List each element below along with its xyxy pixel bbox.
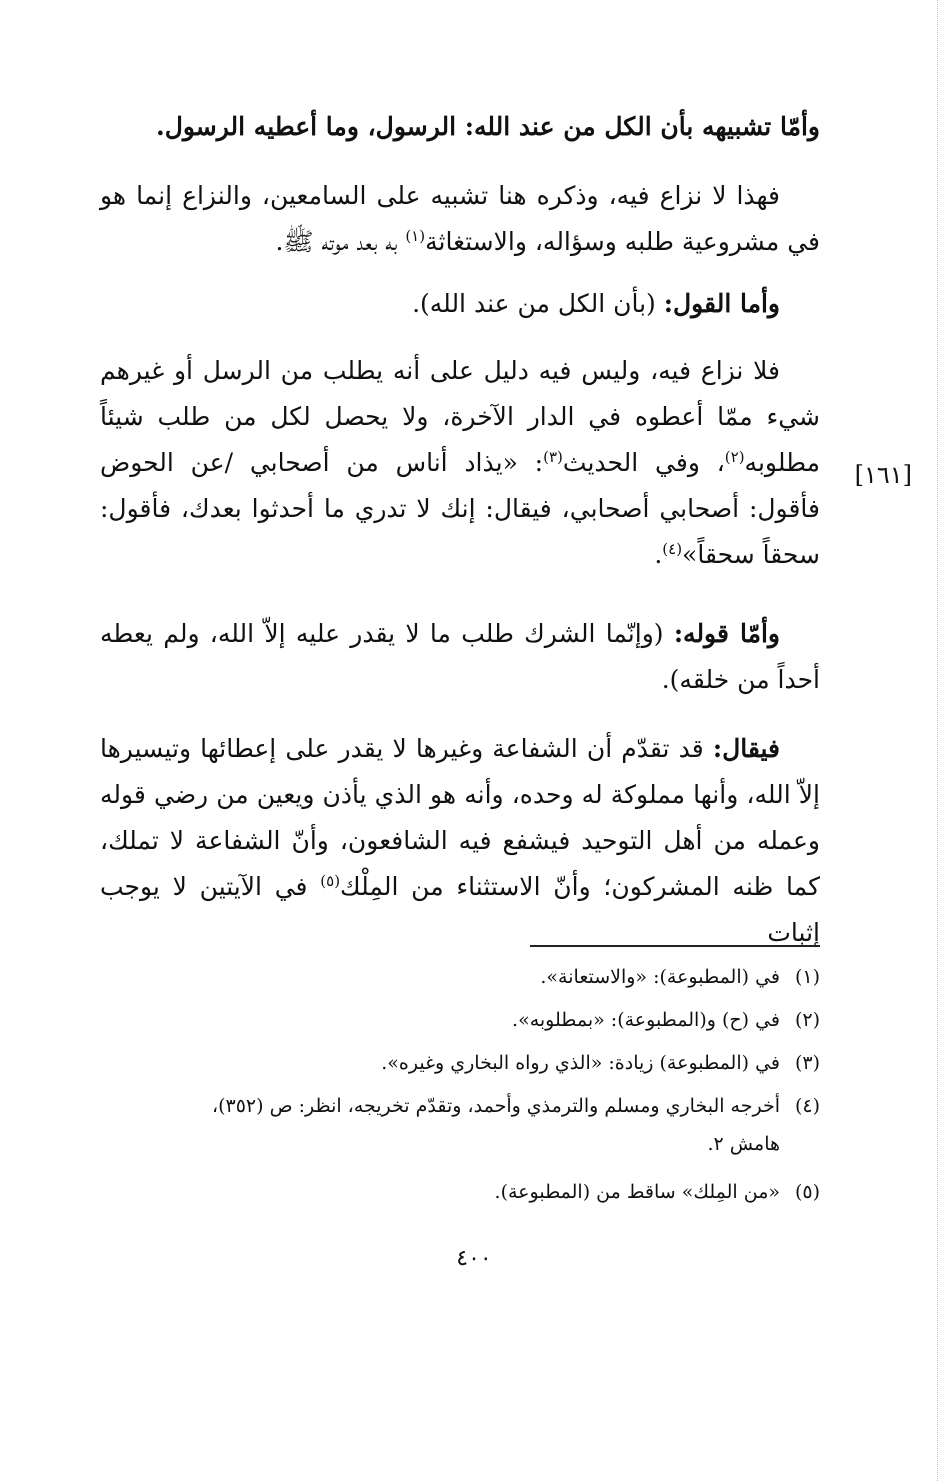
footnote-3-text: في (المطبوعة) زيادة: «الذي رواه البخاري وغيره». [381,1052,780,1074]
paragraph-5-lead: وأمّا قوله: [673,619,780,648]
paragraph-2-text: فهذا لا نزاع فيه، وذكره هنا تشبيه على السامعين، والنزاع إنما هو في مشروعية طلبه وسؤاله، والاستغاثة [100,181,820,256]
paragraph-4 [100,348,820,578]
footnote-5-text: «من المِلك» ساقط من (المطبوعة). [494,1181,780,1203]
footnote-1-text: في (المطبوعة): «والاستعانة». [540,966,780,988]
footnote-2-text: في (ح) و(المطبوعة): «بمطلوبه». [512,1009,780,1031]
margin-manuscript-marker: [١٦١] [854,461,912,489]
footnote-2-number: (٢) [794,1009,820,1031]
paragraph-4-text-end: . [654,540,663,569]
paragraph-6 [100,726,820,956]
footnote-1 [100,958,820,996]
paragraph-6-text: قد تقدّم أن الشفاعة وغيرها لا يقدر على إعطائها وتيسيرها إلاّ الله، وأنها مملوكة له وحده، وأنه هو الذي يأذن ويعين من رضي قوله وعمله من أهل التوحيد فيشفع فيه الشافعون، وأنّ الشفاعة لا تملك، كما ظنه المشركون؛ وأنّ الاستثناء من المِلْك [100,734,820,901]
footnote-5-number: (٥) [794,1181,820,1203]
footnote-5 [100,1173,820,1211]
footnote-3-number: (٣) [794,1052,820,1074]
paragraph-6-lead: فيقال: [712,734,780,763]
scan-edge [937,0,948,1481]
paragraph-2 [100,173,820,265]
footnote-4-text: أخرجه البخاري ومسلم والترمذي وأحمد، وتقدّم تخريجه، انظر: ص (٣٥٢)، [211,1095,780,1117]
footnote-ref-3[interactable]: (٣) [543,448,563,466]
paragraph-3 [100,281,820,327]
footnote-ref-1[interactable]: (١) [405,227,426,245]
paragraph-5 [100,611,820,703]
footnote-ref-5[interactable]: (٥) [320,872,341,890]
paragraph-2-text-end: به بعد موته ﷺ. [275,227,406,256]
paragraph-4-text-c: : «يذاد أناس من أصحابي /عن الحوض فأقول: أصحابي أصحابي، فيقال: إنك لا تدري ما أحدثوا بعدك، فأقول: سحقاً سحقاً» [100,448,820,569]
footnote-3 [100,1044,820,1082]
paragraph-3-lead: وأما القول: [663,289,780,318]
paragraph-1 [100,104,820,150]
footnote-ref-4[interactable]: (٤) [662,540,683,558]
page-number: ٤٠٠ [456,1246,492,1271]
footnote-4-continuation: هامش ٢. [707,1133,780,1155]
footnote-2 [100,1001,820,1039]
footnote-separator [530,945,820,947]
paragraph-5-text: (وإنّما الشرك طلب ما لا يقدر عليه إلاّ الله، ولم يعطه أحداً من خلقه). [100,619,820,694]
paragraph-4-text-b: ، وفي الحديث [562,448,725,477]
paragraph-6-text-end: في الآيتين لا يوجب إثبات [100,872,820,947]
paragraph-4-text: فلا نزاع فيه، وليس فيه دليل على أنه يطلب من الرسل أو غيرهم شيء ممّا أعطوه في الدار الآخرة، ولا يحصل لكل من طلب شيئاً مطلوبه [100,356,820,477]
footnote-4 [100,1087,820,1163]
footnote-ref-2[interactable]: (٢) [724,448,745,466]
footnote-4-number: (٤) [794,1095,820,1117]
footnote-1-number: (١) [794,966,820,988]
paragraph-1-lead: وأمّا تشبيهه بأن الكل من عند الله: الرسول، وما أعطيه الرسول. [156,112,820,141]
paragraph-3-text: (بأن الكل من عند الله). [412,289,664,318]
